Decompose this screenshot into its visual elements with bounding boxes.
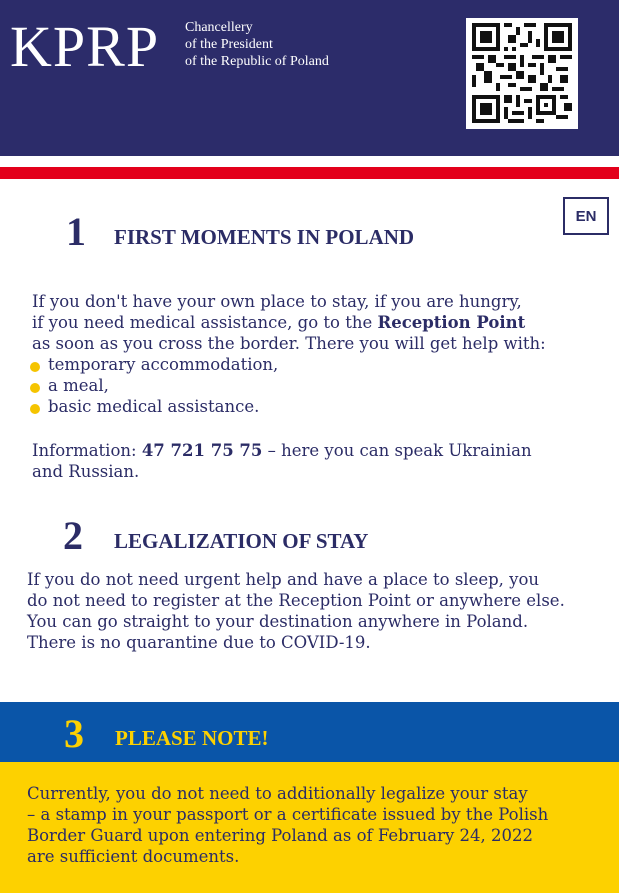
body-line: Currently, you do not need to additionally legalize your stay [27,784,528,803]
body-line [32,312,546,333]
kprp-logo: KPRP [10,14,160,79]
information-block [32,440,532,482]
list-item [30,375,546,396]
body-line: do not need to register at the Reception Point or anywhere else. [27,591,565,610]
body-text: if you need medical assistance, go to the [32,313,378,332]
body-line: as soon as you cross the border. There you will get help with: [32,334,546,353]
body-line: Border Guard upon entering Poland as of February 24, 2022 [27,826,534,845]
list-item-text: a meal, [48,376,109,395]
list-item-text: basic medical assistance. [48,397,260,416]
flag-band-yellow [0,762,619,893]
info-text: – here you can speak Ukrainian [262,441,532,460]
qr-code-icon [472,23,572,123]
info-label: Information: [32,441,142,460]
section-1-number: 1 [66,209,86,254]
list-item [30,396,546,417]
bullet-dot-icon [30,362,40,372]
body-line: If you do not need urgent help and have a place to sleep, you [27,570,540,589]
qr-code[interactable] [466,18,578,129]
body-line: If you don't have your own place to stay, if you are hungry, [32,292,522,311]
section-2-title: LEGALIZATION OF STAY [114,529,369,553]
section-3-body [27,783,548,867]
section-1-body [32,291,546,417]
bullet-dot-icon [30,383,40,393]
header-banner [0,0,619,156]
org-name-line: of the President [185,37,273,52]
bullet-dot-icon [30,404,40,414]
body-line: You can go straight to your destination anywhere in Poland. [27,612,529,631]
section-3-title: PLEASE NOTE! [115,726,269,750]
language-badge[interactable]: EN [563,197,609,235]
info-phone-number[interactable]: 47 721 75 75 [141,441,263,460]
list-item [30,354,546,375]
organization-name [185,19,329,70]
org-name-line: Chancellery [185,20,253,35]
flag-stripe-red [0,167,619,179]
body-line: – a stamp in your passport or a certificate issued by the Polish [27,805,549,824]
flag-stripe-white [0,156,619,167]
flag-band-blue [0,702,619,762]
section-2-number: 2 [63,513,83,558]
section-1-title: FIRST MOMENTS IN POLAND [114,225,415,249]
org-name-line: of the Republic of Poland [185,54,329,69]
body-line: There is no quarantine due to COVID-19. [27,633,371,652]
info-line [32,440,532,461]
list-item-text: temporary accommodation, [48,355,279,374]
section-3-number: 3 [64,711,84,756]
reception-point-label: Reception Point [377,313,526,332]
help-list [30,354,546,417]
body-line: are sufficient documents. [27,847,240,866]
section-2-body [27,569,565,653]
info-line: and Russian. [32,462,140,481]
